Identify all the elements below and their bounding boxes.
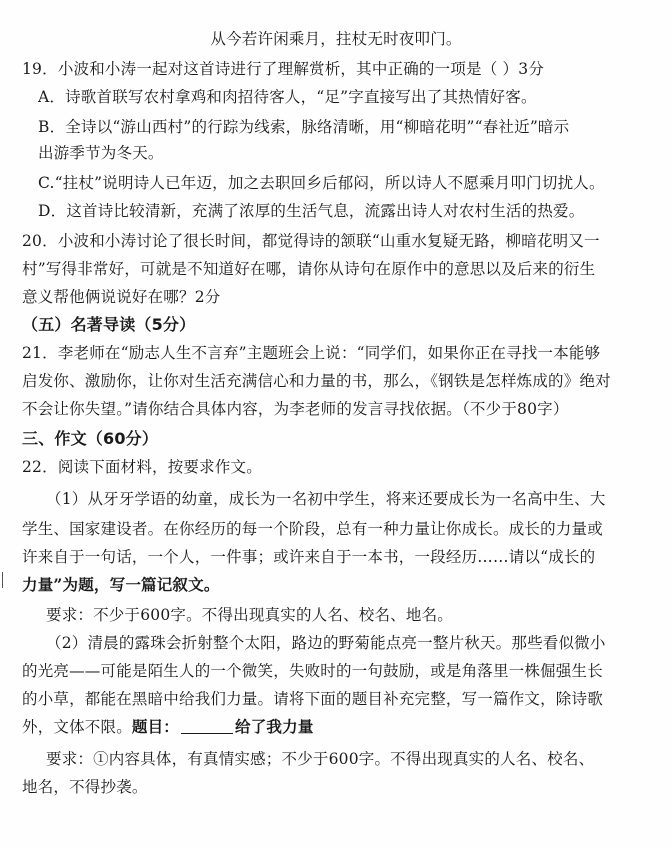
question-19-option-d: D．这首诗比较清新，充满了浓厚的生活气息，流露出诗人对农村生活的热爱。 xyxy=(38,202,585,220)
prompt-2-line2: 的光亮——可能是陌生人的一个微笑，失败时的一句鼓励，或是角落里一株倔强生长 xyxy=(22,662,603,680)
title-suffix: 给了我力量 xyxy=(235,717,314,736)
prompt-2-line4-text: 外，文体不限。 xyxy=(22,718,132,736)
requirement-2-line1: 要求：①内容具体，有真情实感；不少于600字。不得出现真实的人名、校名、 xyxy=(46,750,595,768)
section-3-heading: 三、作文（60分） xyxy=(22,429,159,448)
prompt-1-line3: 许来自于一句话，一个人，一件事；或许来自于一本书，一段经历……请以“成长的 xyxy=(22,548,596,566)
question-20-line3: 意义帮他俩说说好在哪？2分 xyxy=(22,288,221,306)
question-21-line1: 21．李老师在“励志人生不言弃”主题班会上说：“同学们，如果你正在寻找一本能够 xyxy=(22,344,601,362)
prompt-2-line4 xyxy=(22,716,642,738)
question-20-line2: 村”写得非常好，可就是不知道好在哪，请你从诗句在原作中的意思以及后来的衍生 xyxy=(22,260,596,278)
question-21-line2: 启发你、激励你，让你对生活充满信心和力量的书，那么，《钢铁是怎样炼成的》绝对 xyxy=(22,372,611,390)
question-19-option-a: A．诗歌首联写农村拿鸡和肉招待客人，“足”字直接写出了其热情好客。 xyxy=(38,88,537,106)
question-19-option-b-line2: 出游季节为冬天。 xyxy=(38,144,164,162)
prompt-1-line4: 力量”为题，写一篇记叙文。 xyxy=(22,575,220,594)
prompt-2-line3: 的小草，都能在黑暗中给我们力量。请将下面的题目补充完整，写一篇作文，除诗歌 xyxy=(22,690,603,708)
prompt-1-line2: 学生、国家建设者。在你经历的每一个阶段，总有一种力量让你成长。成长的力量或 xyxy=(22,520,603,538)
requirement-2-line2: 地名，不得抄袭。 xyxy=(22,778,148,796)
prompt-1-line1: （1）从牙牙学语的幼童，成长为一名初中学生，将来还要成长为一名高中生、大 xyxy=(46,490,606,508)
question-20-line1: 20．小波和小涛讨论了很长时间，都觉得诗的颔联“山重水复疑无路，柳暗花明又一 xyxy=(22,232,600,250)
requirement-1: 要求：不少于600字。不得出现真实的人名、校名、地名。 xyxy=(46,606,453,624)
section-5-heading: （五）名著导读（5分） xyxy=(22,315,196,334)
prompt-2-line1: （2）清晨的露珠会折射整个太阳，路边的野菊能点亮一整片秋天。那些看似微小 xyxy=(46,634,606,652)
scan-edge-mark xyxy=(2,572,9,588)
title-label: 题目： xyxy=(131,717,180,736)
poem-last-line: 从今若许闲乘月，拄杖无时夜叩门。 xyxy=(210,30,462,48)
question-21-line3: 不会让你失望。”请你结合具体内容，为李老师的发言寻找依据。（不少于80字） xyxy=(22,400,569,418)
question-19-option-b-line1: B．全诗以“游山西村”的行踪为线索，脉络清晰，用“柳暗花明”“春社近”暗示 xyxy=(38,118,570,136)
question-19-stem: 19．小波和小涛一起对这首诗进行了理解赏析，其中正确的一项是（ ）3分 xyxy=(22,60,545,78)
title-blank xyxy=(181,719,233,734)
question-22-stem: 22．阅读下面材料，按要求作文。 xyxy=(22,458,262,476)
question-19-option-c: C.“拄杖”说明诗人已年迈，加之去职回乡后郁闷，所以诗人不愿乘月叩门切扰人。 xyxy=(38,174,605,192)
